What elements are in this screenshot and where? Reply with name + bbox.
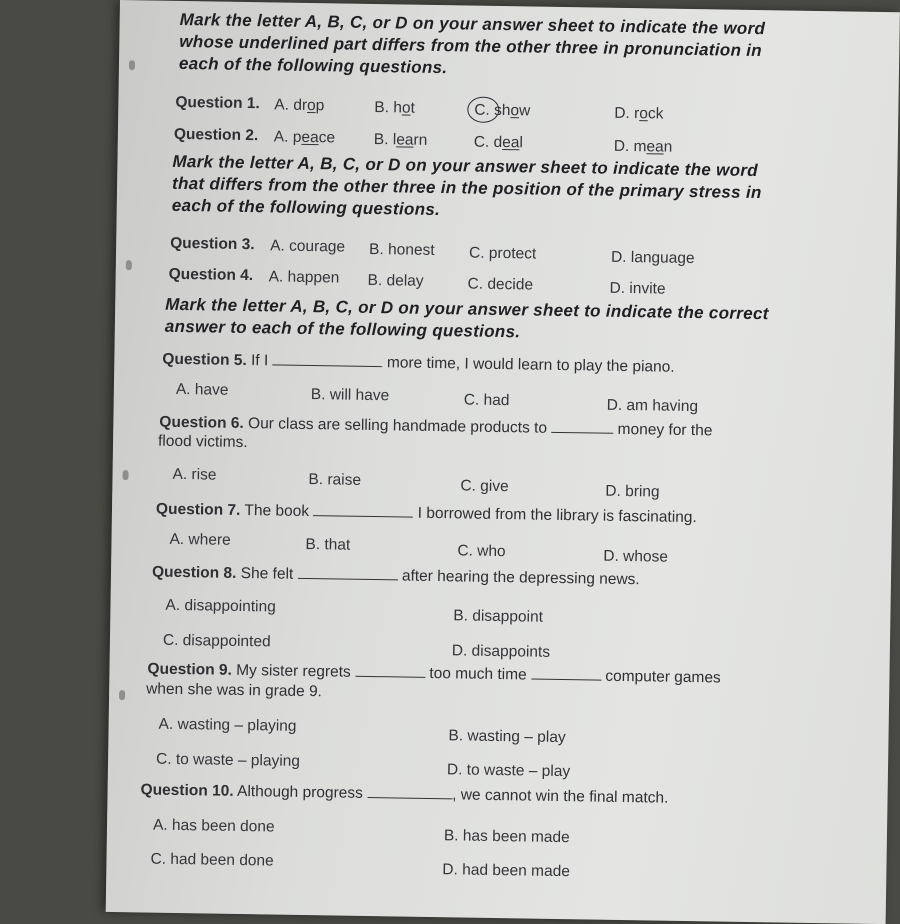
question-8: Question 8. She felt after hearing the depressing news.	[151, 563, 640, 589]
option-2b: B. learn	[373, 131, 428, 149]
answer-blank	[551, 420, 613, 434]
worksheet-page	[106, 0, 900, 924]
question-3: Question 3.	[170, 234, 255, 254]
option-8a: A. disappointing	[165, 596, 276, 616]
question-4: Question 4.	[168, 265, 254, 285]
instruction-correct-answer: Mark the letter A, B, C, or D on your answer sheet to indicate the correct answer to each of the following questions.	[164, 294, 769, 342]
punch-hole	[119, 690, 125, 700]
question-1: Question 1.	[175, 93, 260, 113]
option-8d: D. disappoints	[451, 642, 551, 661]
option-5d: D. am having	[606, 396, 699, 416]
question-5: Question 5. If I more time, I would learn to play the piano.	[162, 350, 675, 376]
option-10b: B. has been made	[443, 827, 570, 847]
option-4d: D. invite	[609, 279, 666, 298]
option-2a: A. peace	[273, 128, 336, 147]
punch-hole	[129, 60, 135, 70]
option-6b: B. raise	[308, 471, 362, 489]
question-10: Question 10. Although progress , we cannot win the final match.	[140, 781, 669, 807]
option-7a: A. where	[169, 530, 231, 549]
question-9-continued: when she was in grade 9.	[146, 680, 323, 701]
answer-blank	[531, 667, 601, 681]
option-9c: C. to waste – playing	[155, 750, 301, 770]
option-10d: D. had been made	[442, 861, 571, 881]
option-4a: A. happen	[268, 268, 340, 287]
option-1a: A. drop	[274, 96, 325, 115]
option-5a: A. have	[175, 380, 229, 399]
option-1b: B. hot	[374, 99, 416, 117]
instruction-stress: Mark the letter A, B, C, or D on your answer sheet to indicate the word that differs from the other three in the position of the primary stress in each of the following questions.	[171, 151, 762, 220]
question-9: Question 9. My sister regrets too much time computer games	[147, 660, 721, 687]
option-6c: C. give	[460, 477, 509, 496]
question-6-continued: flood victims.	[157, 432, 248, 452]
option-8b: B. disappoint	[453, 607, 544, 626]
option-1c: C. show	[474, 101, 531, 120]
answer-blank	[355, 664, 425, 678]
instruction-pronunciation: Mark the letter A, B, C, or D on your answer sheet to indicate the word whose underlined part differs from the other three in pronunciation in each of the following questions.	[178, 9, 766, 78]
option-3d: D. language	[610, 248, 695, 268]
option-5b: B. will have	[310, 386, 390, 405]
option-9a: A. wasting – playing	[158, 715, 297, 735]
option-2d: D. mean	[613, 137, 673, 156]
option-3a: A. courage	[270, 237, 346, 256]
option-4c: C. decide	[467, 275, 534, 294]
option-7b: B. that	[305, 535, 351, 554]
option-2c: C. deal	[473, 133, 524, 152]
option-7d: D. whose	[603, 547, 669, 566]
answer-blank	[298, 566, 398, 581]
question-6: Question 6. Our class are selling handmade products to money for the	[159, 413, 713, 440]
option-6d: D. bring	[605, 482, 660, 501]
option-7c: C. who	[457, 542, 506, 561]
punch-hole	[122, 470, 128, 480]
option-9b: B. wasting – play	[448, 727, 566, 747]
option-4b: B. delay	[367, 271, 424, 290]
answer-blank	[313, 503, 413, 518]
option-8c: C. disappointed	[162, 631, 271, 651]
option-10c: C. had been done	[150, 850, 274, 870]
question-7: Question 7. The book I borrowed from the library is fascinating.	[155, 500, 697, 527]
option-1d: D. rock	[614, 104, 664, 123]
option-10a: A. has been done	[152, 816, 275, 836]
option-3b: B. honest	[368, 240, 435, 259]
punch-hole	[126, 260, 132, 270]
option-3c: C. protect	[468, 244, 537, 263]
option-5c: C. had	[463, 391, 510, 410]
answer-blank	[367, 785, 452, 799]
answer-blank	[273, 352, 383, 367]
option-9d: D. to waste – play	[446, 761, 571, 781]
option-6a: A. rise	[172, 465, 217, 484]
question-2: Question 2.	[173, 125, 259, 145]
